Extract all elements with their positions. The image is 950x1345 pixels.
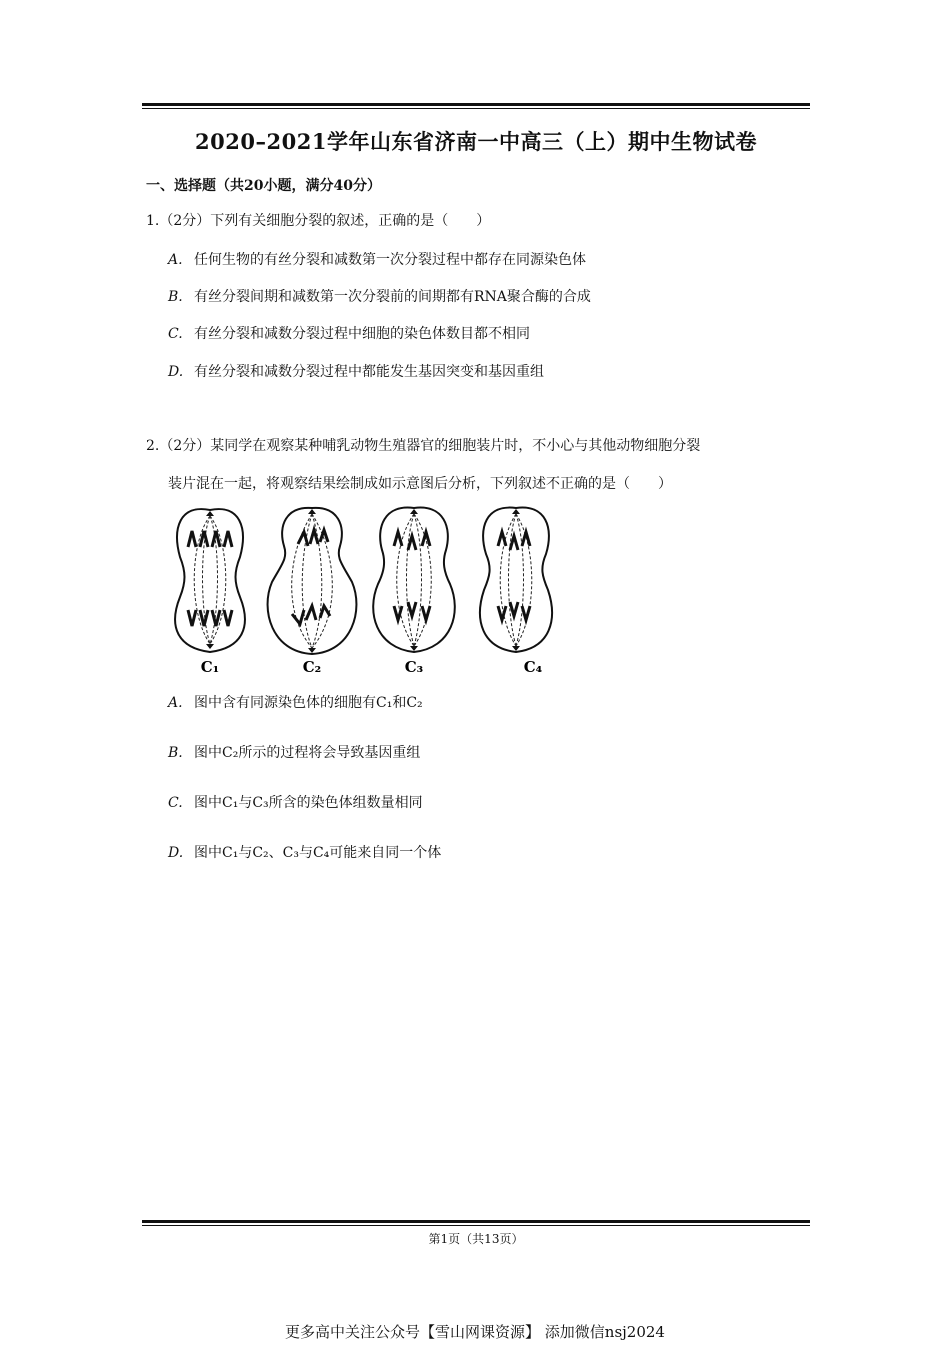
figure-label-c2: C₂	[302, 658, 322, 676]
cell-division-figure	[160, 502, 580, 680]
option-letter: B.	[168, 289, 183, 305]
question-1-option-b	[168, 286, 591, 306]
option-text: 任何生物的有丝分裂和减数第一次分裂过程中都存在同源染色体	[194, 252, 586, 268]
question-1-option-d	[168, 361, 544, 381]
figure-label-c1: C₁	[200, 658, 220, 676]
option-text: 有丝分裂和减数分裂过程中细胞的染色体数目都不相同	[194, 326, 530, 342]
option-letter: A.	[168, 252, 183, 268]
footer-rule-thick	[142, 1220, 810, 1223]
page-number: 第1页（共13页）	[428, 1232, 524, 1246]
cell-c2	[268, 508, 357, 654]
section-heading: 一、选择题（共20小题，满分40分）	[146, 178, 381, 194]
figure-label-c3: C₃	[404, 658, 424, 676]
question-1-option-c	[168, 323, 530, 343]
question-2-option-b	[168, 742, 420, 762]
header-rule-thin	[142, 108, 810, 109]
option-text: 图中C₁与C₃所含的染色体组数量相同	[194, 795, 423, 811]
option-text: 有丝分裂间期和减数第一次分裂前的间期都有RNA聚合酶的合成	[194, 289, 591, 305]
footer-rule-thin	[142, 1225, 810, 1226]
option-text: 图中C₂所示的过程将会导致基因重组	[194, 745, 421, 761]
option-letter: C.	[168, 326, 183, 342]
option-letter: A.	[168, 695, 183, 711]
question-1-stem: 1.（2分）下列有关细胞分裂的叙述，正确的是（ ）	[146, 213, 491, 229]
header-rule-thick	[142, 103, 810, 106]
option-letter: C.	[168, 795, 183, 811]
cell-c1	[175, 509, 245, 652]
question-2-option-a	[168, 692, 423, 712]
option-text: 图中C₁与C₂、C₃与C₄可能来自同一个体	[194, 845, 442, 861]
question-2-option-d	[168, 842, 441, 862]
option-letter: D.	[168, 845, 184, 861]
option-letter: D.	[168, 364, 184, 380]
footer-promo-note: 更多高中关注公众号【雪山网课资源】 添加微信nsj2024	[285, 1323, 665, 1341]
cell-c4	[480, 508, 552, 652]
figure-label-c4: C₄	[523, 658, 543, 676]
option-text: 有丝分裂和减数分裂过程中都能发生基因突变和基因重组	[194, 364, 544, 380]
cell-c3	[373, 508, 455, 652]
option-letter: B.	[168, 745, 183, 761]
option-text: 图中含有同源染色体的细胞有C₁和C₂	[194, 695, 423, 711]
question-2-stem: 2.（2分）某同学在观察某种哺乳动物生殖器官的细胞装片时，不小心与其他动物细胞分裂	[146, 438, 701, 454]
question-1-option-a	[168, 249, 586, 269]
question-2-stem-cont: 装片混在一起，将观察结果绘制成如示意图后分析，下列叙述不正确的是（ ）	[168, 476, 672, 492]
question-2-option-c	[168, 792, 423, 812]
page-title: 2020–2021学年山东省济南一中高三（上）期中生物试卷	[195, 129, 757, 154]
